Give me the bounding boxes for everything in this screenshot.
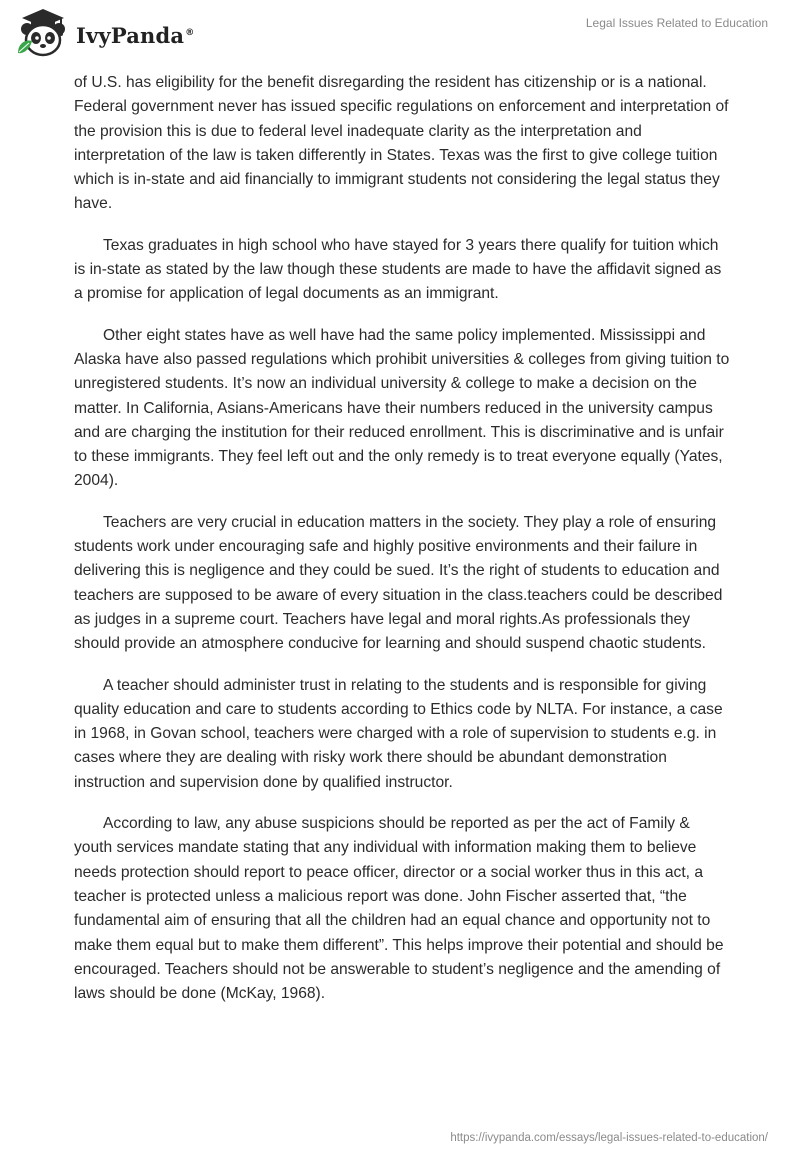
source-url[interactable]: https://ivypanda.com/essays/legal-issues-related-to-education/ — [450, 1132, 768, 1144]
logo-wordmark: IvyPanda® — [76, 22, 195, 48]
panda-logo-icon — [14, 7, 72, 59]
paragraph: Other eight states have as well have had the same policy implemented. Mississippi and Alaska have also passed regulations which prohibit universities & colleges from giving tuition to unregistered students. It’s now an individual university & college to make a decision on the matter. In California, Asians-Americans have their numbers reduced in the university campus and are charging the institution for their reduced enrollment. This is discriminative and is unfair to these immigrants. They feel left out and the only remedy is to treat everyone equally (Yates, 2004). — [74, 326, 730, 490]
paragraph: According to law, any abuse suspicions should be reported as per the act of Family & youth services mandate stating that any individual with information making them to believe needs protection should report to peace officer, director or a social worker thus in this act, a teacher is protected unless a malicious report was done. John Fischer asserted that, “the fundamental aim of ensuring that all the children had an equal chance and opportunity not to make them equal but to make them different”. This helps improve their potential and should be encouraged. Teachers should not be answerable to student’s negligence and the amending of laws should be done (McKay, 1968). — [74, 815, 724, 1003]
paragraph: of U.S. has eligibility for the benefit disregarding the resident has citizenship or is a national. Federal government never has issued specific regulations on enforcement and interpretation of the provision this is due to federal level inadequate clarity as the interpretation and interpretation of the law is taken differently in States. Texas was the first to give college tuition which is in-state and aid financially to immigrant students not considering the legal status they have. — [74, 74, 729, 213]
essay-body — [74, 71, 730, 1023]
page-header — [0, 0, 800, 70]
ivypanda-logo[interactable] — [14, 7, 194, 59]
document-title: Legal Issues Related to Education — [585, 16, 768, 30]
paragraph: A teacher should administer trust in relating to the students and is responsible for giving quality education and care to students according to Ethics code by NLTA. For instance, a case in 1968, in Govan school, teachers were charged with a role of supervision to students e.g. in cases where they are dealing with risky work there should be abundant demonstration instruction and supervision done by qualified instructor. — [74, 676, 723, 791]
paragraph: Teachers are very crucial in education matters in the society. They play a role of ensuring students work under encouraging safe and highly positive environments and their failure in delivering this is negligence and they could be sued. It’s the right of students to education and teachers are supposed to be aware of every situation in the class.teachers could be described as judges in a supreme court. Teachers have legal and moral rights.As professionals they should provide an atmosphere conducive for learning and should suspend chaotic students. — [74, 513, 723, 653]
paragraph: Texas graduates in high school who have stayed for 3 years there qualify for tuition which is in-state as stated by the law though these students are made to have the affidavit signed as a promise for application of legal documents as an immigrant. — [74, 236, 722, 303]
